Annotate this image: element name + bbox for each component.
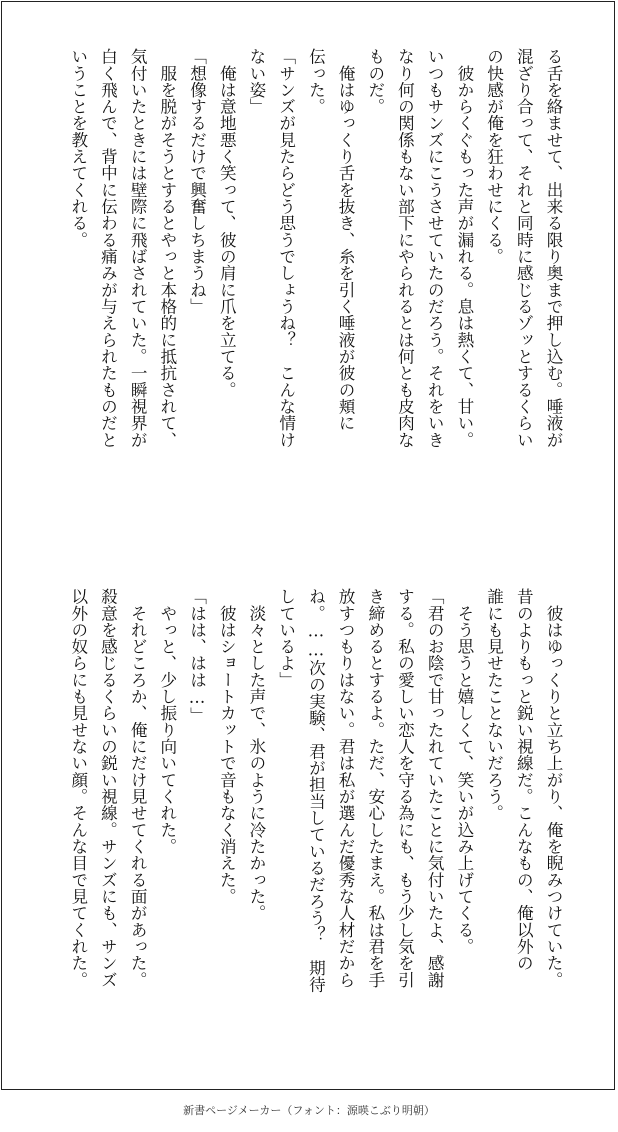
footer-credit: 新書ページメーカー（フォント：源暎こぶり明朝） (183, 1104, 435, 1117)
text-line: 「想像するだけで興奮しちまうね」 (187, 48, 207, 315)
text-line: 気付いたときには壁際に飛ばされていた。一瞬視界が (128, 48, 148, 448)
text-line: 彼はゆっくりと立ち上がり、俺を睨みつけていた。 (544, 588, 563, 988)
text-line: 淡々とした声で、氷のように冷たかった。 (246, 588, 266, 922)
text-line: 伝った。 (306, 48, 326, 115)
text-line: 「君のお陰で甘ったれていたことに気付いたよ、感謝 (425, 588, 445, 988)
text-line: やっと、少し振り向いてくれた。 (157, 588, 177, 855)
text-line: 俺はゆっくり舌を抜き、糸を引く唾液が彼の頬に (336, 48, 356, 432)
text-line: の快感が俺を狂わせにくる。 (484, 48, 504, 265)
text-line: 服を脱がそうとするとやっと本格的に抵抗されて、 (157, 48, 177, 448)
text-line: 殺意を感じるくらいの鋭い視線。サンズにも、サンズ (98, 588, 118, 988)
text-line: 以外の奴らにも見せない顔。そんな目で見てくれた。 (68, 588, 88, 988)
upper-text-block (63, 48, 568, 552)
text-line: いつもサンズにこうさせていたのだろう。それをいき (425, 48, 445, 448)
text-line: する。私の愛しい恋人を守る為にも、もう少し気を引 (395, 588, 415, 988)
text-line: 俺は意地悪く笑って、彼の肩に爪を立てる。 (217, 48, 237, 398)
lower-text-block (63, 588, 568, 1092)
text-line: いうことを教えてくれる。 (68, 48, 88, 248)
text-line: なり何の関係もない部下にやられるとは何とも皮肉な (395, 48, 415, 448)
text-line: る舌を絡ませて、出来る限り奥まで押し込む。唾液が (544, 48, 563, 448)
text-line: 白く飛んで、背中に伝わる痛みが与えられたものだと (98, 48, 118, 448)
text-line: ね。……次の実験、君が担当しているだろう？ 期待 (306, 588, 326, 993)
text-line: それどころか、俺にだけ見せてくれる面があった。 (128, 588, 148, 988)
text-line: 「サンズが見たらどう思うでしょうね？ こんな情け (276, 48, 296, 448)
text-line: 「はは、はは…」 (187, 588, 207, 724)
text-line: き締めるとするよ。ただ、安心したまえ。私は君を手 (365, 588, 385, 988)
text-line: 彼からくぐもった声が漏れる。息は熱くて、甘い。 (454, 48, 474, 448)
text-line: そう思うと嬉しくて、笑いが込み上げてくる。 (454, 588, 474, 955)
text-line: ものだ。 (365, 48, 385, 115)
text-line: ない姿」 (246, 48, 266, 115)
text-line: 混ざり合って、それと同時に感じるゾッとするくらい (514, 48, 534, 448)
text-line: しているよ」 (276, 588, 296, 688)
text-line: 昔のよりもっと鋭い視線だ。こんなもの、俺以外の (514, 588, 534, 972)
text-line: 彼はショートカットで音もなく消えた。 (217, 588, 237, 905)
text-line: 誰にも見せたことないだろう。 (484, 588, 504, 822)
text-line: 放すつもりはない。君は私が選んだ優秀な人材だから (336, 588, 356, 988)
